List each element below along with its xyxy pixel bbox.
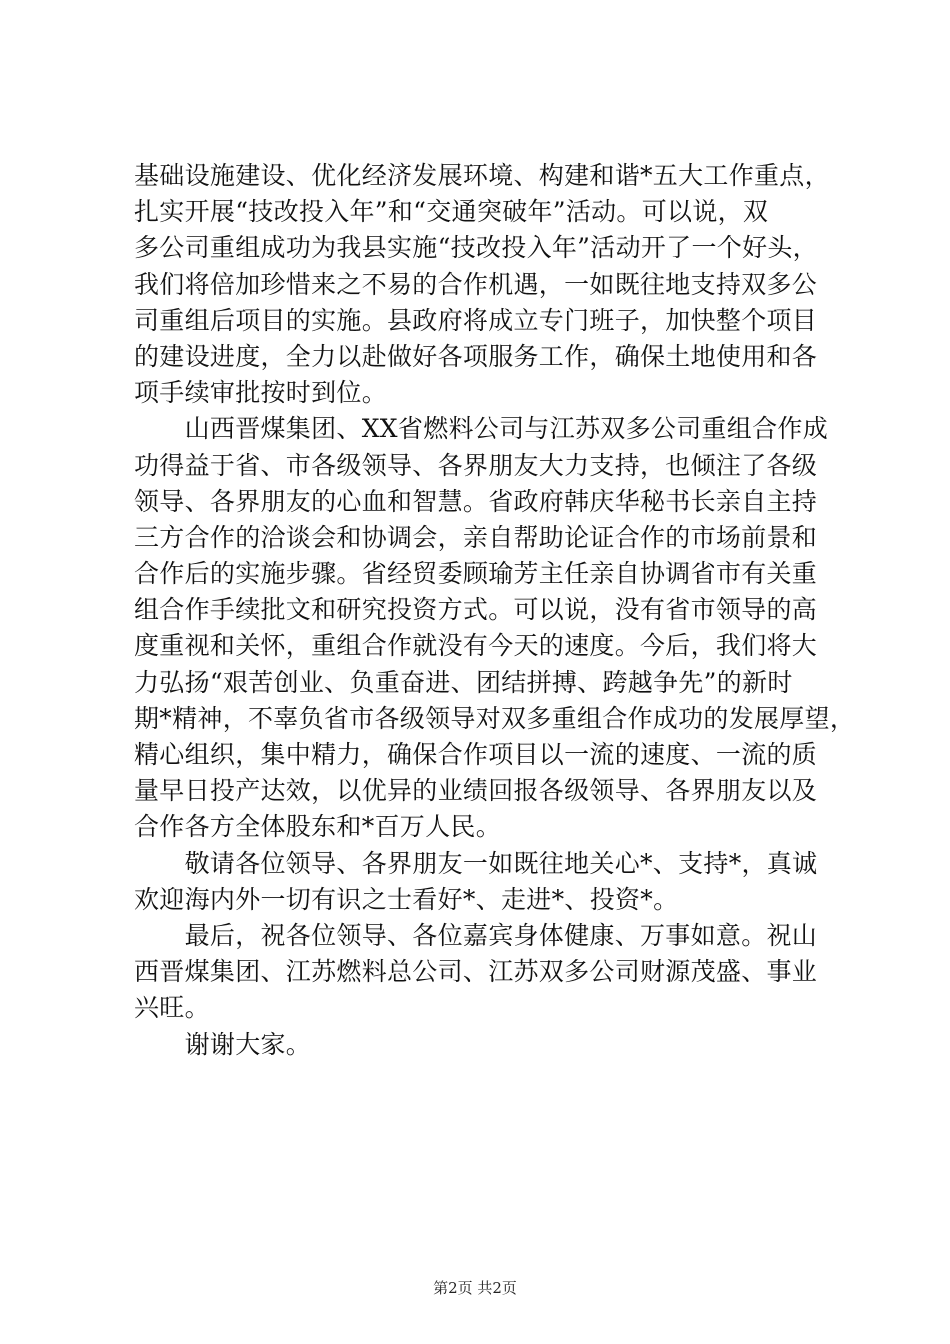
text-line: 合作各方全体股东和*百万人民。 xyxy=(134,812,502,842)
text-line: 敬请各位领导、各界朋友一如既往地关心*、支持*，真诚 xyxy=(134,848,818,878)
text-line: 山西晋煤集团、XX省燃料公司与江苏双多公司重组合作成 xyxy=(134,414,828,444)
text-line: 功得益于省、市各级领导、各界朋友大力支持，也倾注了各级 xyxy=(134,450,818,480)
text-line: 组合作手续批文和研究投资方式。可以说，没有省市领导的高 xyxy=(134,595,818,625)
text-line: 谢谢大家。 xyxy=(134,1029,312,1059)
text-line: 我们将倍加珍惜来之不易的合作机遇，一如既往地支持双多公 xyxy=(134,269,818,299)
text-line: 西晋煤集团、江苏燃料总公司、江苏双多公司财源茂盛、事业 xyxy=(134,957,818,987)
text-line: 扎实开展“技改投入年”和“交通突破年”活动。可以说，双 xyxy=(134,197,769,227)
text-line: 度重视和关怀，重组合作就没有今天的速度。今后，我们将大 xyxy=(134,631,818,661)
text-line: 项手续审批按时到位。 xyxy=(134,378,388,408)
text-line: 力弘扬“艰苦创业、负重奋进、团结拼搏、跨越争先”的新时 xyxy=(134,667,793,697)
text-line: 多公司重组成功为我县实施“技改投入年”活动开了一个好头， xyxy=(134,233,818,263)
text-line: 最后，祝各位领导、各位嘉宾身体健康、万事如意。祝山 xyxy=(134,920,818,950)
text-line: 基础设施建设、优化经济发展环境、构建和谐*五大工作重点， xyxy=(134,161,830,190)
text-line: 期*精神，不辜负省市各级领导对双多重组合作成功的发展厚望， xyxy=(134,703,856,733)
text-line: 的建设进度，全力以赴做好各项服务工作，确保土地使用和各 xyxy=(134,341,818,371)
text-line: 兴旺。 xyxy=(134,993,210,1023)
text-line: 司重组后项目的实施。县政府将成立专门班子，加快整个项目 xyxy=(134,305,818,335)
page-number-footer: 第2页 共2页 xyxy=(433,1279,517,1297)
text-line: 欢迎海内外一切有识之士看好*、走进*、投资*。 xyxy=(134,884,679,914)
text-line: 量早日投产达效，以优异的业绩回报各级领导、各界朋友以及 xyxy=(134,776,818,806)
text-line: 三方合作的洽谈会和协调会，亲自帮助论证合作的市场前景和 xyxy=(134,522,818,552)
speech-body-text xyxy=(134,158,856,1063)
text-line: 精心组织，集中精力，确保合作项目以一流的速度、一流的质 xyxy=(134,740,818,769)
text-line: 领导、各界朋友的心血和智慧。省政府韩庆华秘书长亲自主持 xyxy=(134,486,818,516)
text-line: 合作后的实施步骤。省经贸委顾瑜芳主任亲自协调省市有关重 xyxy=(134,559,818,589)
